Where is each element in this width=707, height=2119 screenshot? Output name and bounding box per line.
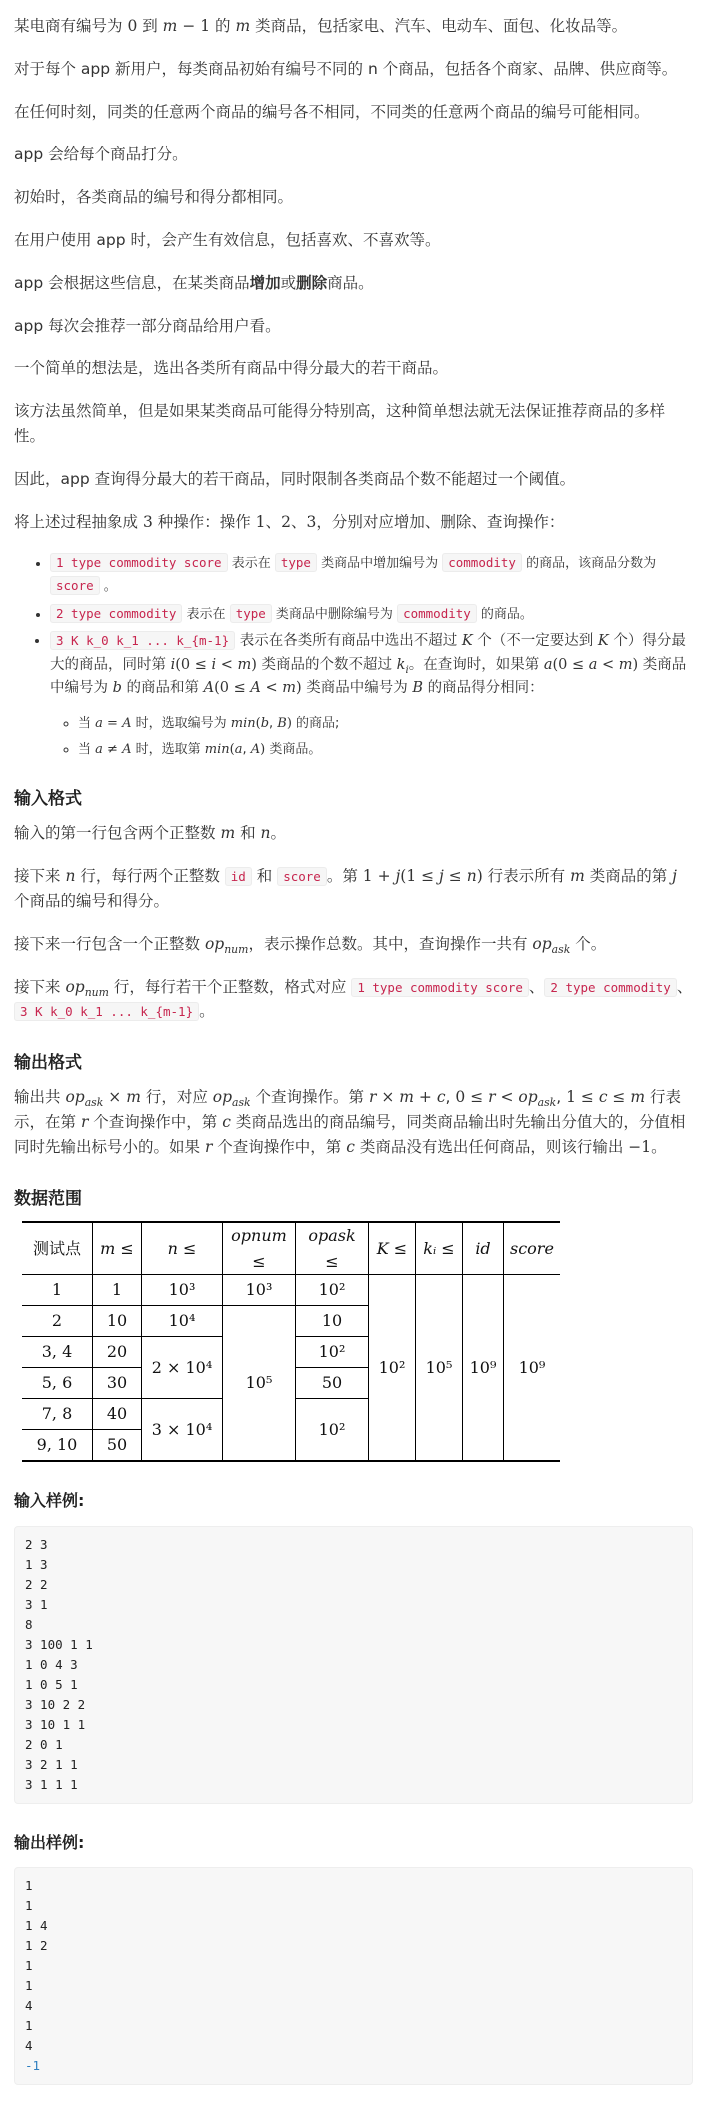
header-k: K ≤ bbox=[369, 1222, 416, 1275]
inline-type: type bbox=[275, 553, 317, 572]
sample-output-line: 1 bbox=[25, 1878, 33, 1894]
cell-k: 10² bbox=[369, 1275, 416, 1462]
cell-opask: 50 bbox=[296, 1368, 369, 1399]
sample-output-block bbox=[14, 1867, 693, 2085]
sample-input-line: 3 1 bbox=[25, 1596, 48, 1612]
sample-input-line: 8 bbox=[25, 1616, 33, 1632]
header-ki: kᵢ ≤ bbox=[416, 1222, 463, 1275]
intro-paragraph-8: app 每次会推荐一部分商品给用户看。 bbox=[14, 316, 281, 335]
header-opask: opask ≤ bbox=[296, 1222, 369, 1275]
header-n: n ≤ bbox=[142, 1222, 223, 1275]
intro-paragraph-2: 对于每个 app 新用户，每类商品初始有编号不同的 n 个商品，包括各个商家、品牌、供应商等。 bbox=[14, 59, 678, 78]
input-format-p1: 输入的第一行包含两个正整数 m 和 n。 bbox=[14, 824, 286, 843]
inline-type-2: type bbox=[230, 604, 272, 623]
table-row bbox=[22, 1275, 560, 1306]
cell-opnum: 10⁵ bbox=[223, 1306, 296, 1462]
sample-input-line: 2 3 bbox=[25, 1536, 48, 1552]
cell-m: 30 bbox=[93, 1368, 142, 1399]
sample-output-line: 1 2 bbox=[25, 1938, 48, 1954]
op1-code: 1 type commodity score bbox=[50, 553, 228, 572]
cell-m: 20 bbox=[93, 1337, 142, 1368]
cell-opask: 10 bbox=[296, 1306, 369, 1337]
header-m: m ≤ bbox=[93, 1222, 142, 1275]
sample-output-line: -1 bbox=[25, 2058, 41, 2074]
sample-input-heading: 输入样例: bbox=[14, 1491, 85, 1511]
sample-input-line: 1 3 bbox=[25, 1556, 48, 1572]
tie-break-different-type: ◦ 当 a ≠ A 时，选取第 min(a, A) 类商品。 bbox=[78, 739, 693, 760]
cell-m: 50 bbox=[93, 1430, 142, 1462]
op3-code: 3 K k_0 k_1 ... k_{m-1} bbox=[50, 631, 235, 650]
intro-paragraph-10: 该方法虽然简单，但是如果某类商品可能得分特别高，这种简单想法就无法保证推荐商品的多样性。 bbox=[14, 402, 666, 445]
cell-opask: 10² bbox=[296, 1275, 369, 1306]
cell-ki: 10⁵ bbox=[416, 1275, 463, 1462]
cell-n: 10³ bbox=[142, 1275, 223, 1306]
format-op2-code: 2 type commodity bbox=[544, 978, 676, 997]
intro-paragraph-1: 某电商有编号为 0 到 m − 1 的 m 类商品，包括家电、汽车、电动车、面包、化妆品等。 bbox=[14, 17, 628, 35]
cell-case: 9, 10 bbox=[22, 1430, 93, 1462]
sample-input-line: 2 2 bbox=[25, 1576, 48, 1592]
sample-input-block bbox=[14, 1526, 693, 1804]
intro-paragraph-5: 初始时，各类商品的编号和得分都相同。 bbox=[14, 188, 294, 207]
output-format-p1: 输出共 $op_{ask} \times m$ 行，对应 $op_{ask}$ 个查询操作。第 r × m + c, $0 \le r < op_{ask}$, 1 ≤ c ≤ m 行表示，在第 r 个查询操作中，第 c 类商品选出的商品编号，同类商品输出时先输出分值大的，分值相同时先输出标号小的。如果 r 个查询操作中，第 c 类商品没有选出任何商品，则该行输出 −1。 bbox=[14, 1088, 686, 1157]
cell-n: 2 × 10⁴ bbox=[142, 1337, 223, 1399]
input-format-p4: 接下来 $op_{num}$ 行，每行若干个正整数，格式对应 1 type commodity score 、 2 type commodity 、3 K k_0 k_1 ... k_{m-1} 。 bbox=[14, 977, 693, 1021]
sample-output-line: 1 bbox=[25, 2018, 33, 2034]
cell-m: 1 bbox=[93, 1275, 142, 1306]
cell-opnum: 10³ bbox=[223, 1275, 296, 1306]
sample-output-heading: 输出样例: bbox=[14, 1832, 85, 1852]
tie-break-same-type: ◦ 当 a = A 时，选取编号为 min(b, B) 的商品; bbox=[78, 713, 693, 734]
cell-n: 3 × 10⁴ bbox=[142, 1399, 223, 1462]
cell-score: 10⁹ bbox=[504, 1275, 560, 1462]
sample-input-line: 3 1 1 1 bbox=[25, 1776, 78, 1792]
cell-case: 5, 6 bbox=[22, 1368, 93, 1399]
header-opnum: opnum ≤ bbox=[223, 1222, 296, 1275]
format-op1-code: 1 type commodity score bbox=[351, 978, 529, 997]
sample-output-line: 1 bbox=[25, 1898, 33, 1914]
input-id-code: id bbox=[225, 867, 252, 886]
inline-commodity: commodity bbox=[442, 553, 522, 572]
cell-m: 10 bbox=[93, 1306, 142, 1337]
intro-paragraph-6: 在用户使用 app 时，会产生有效信息，包括喜欢、不喜欢等。 bbox=[14, 230, 441, 249]
inline-commodity-2: commodity bbox=[397, 604, 477, 623]
cell-case: 3, 4 bbox=[22, 1337, 93, 1368]
operation-list bbox=[14, 552, 693, 760]
inline-score: score bbox=[50, 576, 100, 595]
intro-paragraph-7: app 会根据这些信息，在某类商品增加或删除商品。 bbox=[14, 273, 374, 292]
intro-paragraph-12: 将上述过程抽象成 3 种操作：操作 1、2、3，分别对应增加、删除、查询操作： bbox=[14, 512, 565, 531]
sample-input-line: 2 0 1 bbox=[25, 1736, 63, 1752]
sample-input-line: 1 0 4 3 bbox=[25, 1656, 78, 1672]
input-format-heading: 输入格式 bbox=[14, 789, 82, 810]
range-heading: 数据范围 bbox=[14, 1188, 82, 1209]
sample-output-line: 4 bbox=[25, 2038, 33, 2054]
sample-input-line: 3 2 1 1 bbox=[25, 1756, 78, 1772]
cell-opask: 10² bbox=[296, 1399, 369, 1462]
sample-output-line: 1 bbox=[25, 1978, 33, 1994]
table-header-row bbox=[22, 1222, 560, 1275]
data-range-table bbox=[22, 1221, 560, 1462]
intro-paragraph-4: app 会给每个商品打分。 bbox=[14, 145, 188, 164]
intro-paragraph-11: 因此，app 查询得分最大的若干商品，同时限制各类商品个数不能超过一个阈值。 bbox=[14, 469, 576, 488]
format-op3-code: 3 K k_0 k_1 ... k_{m-1} bbox=[14, 1002, 199, 1021]
input-score-code: score bbox=[277, 867, 327, 886]
operation-query: • 3 K k_0 k_1 ... k_{m-1} 表示在各类所有商品中选出不超过 K 个（不一定要达到 K 个）得分最大的商品，同时第 i(0 ≤ i < m) 类商品的个数不超过 $k_i$。在查询时，如果第 a(0 ≤ a < m) 类商品中编号为 b 的商品和第 A(0 ≤ A < m) 类商品中编号为 B 的商品得分相同： ◦ 当 a = A 时，选取编号为 min(b, B) 的商品; ◦ 当 a ≠ A 时，选取第 min(a, A) 类商品。 bbox=[50, 630, 693, 761]
cell-opask: 10² bbox=[296, 1337, 369, 1368]
header-case: 测试点 bbox=[22, 1222, 93, 1275]
cell-id: 10⁹ bbox=[463, 1275, 504, 1462]
operation-delete: • 2 type commodity 表示在 type 类商品中删除编号为 commodity 的商品。 bbox=[50, 603, 693, 626]
input-format-p3: 接下来一行包含一个正整数 $op_{num}$，表示操作总数。其中，查询操作一共有 $op_{ask}$ 个。 bbox=[14, 934, 607, 956]
input-format-p2: 接下来 n 行，每行两个正整数 id 和 score 。第 1 + j(1 ≤ j ≤ n) 行表示所有 m 类商品的第 j 个商品的编号和得分。 bbox=[14, 867, 677, 911]
output-format-heading: 输出格式 bbox=[14, 1053, 82, 1074]
intro-paragraph-9: 一个简单的想法是，选出各类所有商品中得分最大的若干商品。 bbox=[14, 359, 449, 378]
tie-break-list bbox=[50, 713, 693, 760]
intro-paragraph-3: 在任何时刻，同类的任意两个商品的编号各不相同，不同类的任意两个商品的编号可能相同。 bbox=[14, 102, 650, 121]
cell-case: 7, 8 bbox=[22, 1399, 93, 1430]
cell-case: 1 bbox=[22, 1275, 93, 1306]
sample-output-line: 1 bbox=[25, 1958, 33, 1974]
sample-input-line: 3 100 1 1 bbox=[25, 1636, 93, 1652]
header-id: id bbox=[463, 1222, 504, 1275]
operation-add: • 1 type commodity score 表示在 type 类商品中增加编号为 commodity 的商品，该商品分数为 score 。 bbox=[50, 552, 693, 598]
sample-input-line: 1 0 5 1 bbox=[25, 1676, 78, 1692]
header-score: score bbox=[504, 1222, 560, 1275]
cell-m: 40 bbox=[93, 1399, 142, 1430]
cell-n: 10⁴ bbox=[142, 1306, 223, 1337]
sample-output-line: 4 bbox=[25, 1998, 33, 2014]
sample-input-line: 3 10 2 2 bbox=[25, 1696, 86, 1712]
sample-input-line: 3 10 1 1 bbox=[25, 1716, 86, 1732]
cell-case: 2 bbox=[22, 1306, 93, 1337]
op2-code: 2 type commodity bbox=[50, 604, 182, 623]
sample-output-line: 1 4 bbox=[25, 1918, 48, 1934]
